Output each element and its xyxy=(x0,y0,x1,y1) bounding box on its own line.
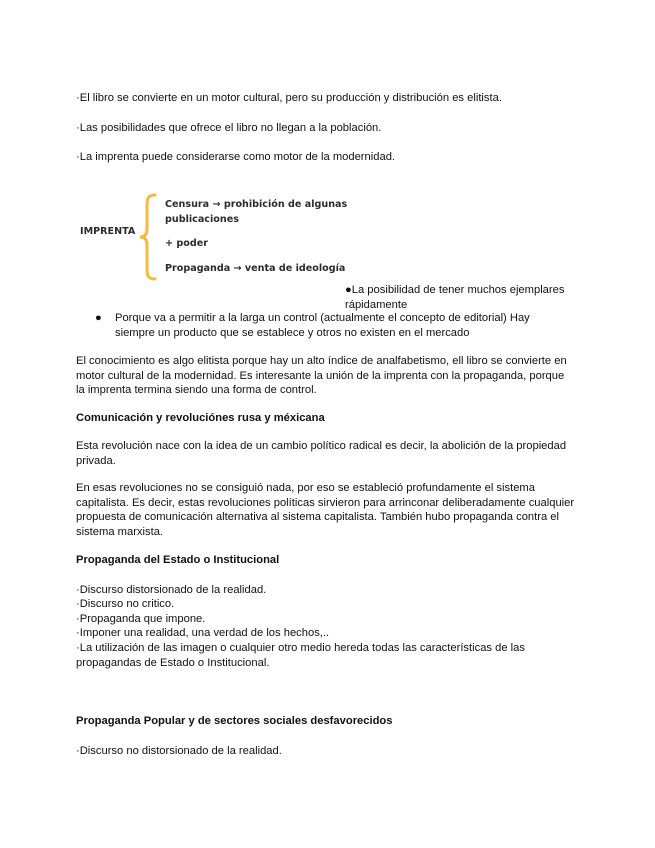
section-heading-revoluciones: Comunicación y revoluciónes rusa y méxicana xyxy=(76,412,325,424)
bullet-text: Porque va a permitir a la larga un control (actualmente el concepto de editorial) Hay siempre un producto que se establece y otros no existen en el mercado xyxy=(115,312,530,339)
diagram-item-censura: Censura → prohibición de algunas xyxy=(165,199,348,210)
diagram-item-censura-cont: publicaciones xyxy=(165,214,239,225)
list-item: ·La utilización de las imagen o cualquier otro medio hereda todas las características de las propagandas de Estado o Institucional. xyxy=(76,642,525,669)
diagram-root-label: IMPRENTA xyxy=(80,226,136,237)
section-heading-popular: Propaganda Popular y de sectores sociales desfavorecidos xyxy=(76,715,393,727)
section1-paragraph-1: Esta revolución nace con la idea de un cambio político radical es decir, la abolición de la propiedad privada. xyxy=(76,440,567,467)
section3-item-1: ·Discurso no distorsionado de la realidad. xyxy=(76,745,282,757)
imprenta-diagram xyxy=(78,191,358,283)
diagram-item-poder: + poder xyxy=(165,238,208,249)
diagram-item-propaganda: Propaganda → venta de ideología xyxy=(165,263,346,274)
intro-line-1: ·El libro se convierte en un motor cultural, pero su producción y distribución es elitista. xyxy=(76,92,502,104)
list-item: ·Imponer una realidad, una verdad de los hechos,.. xyxy=(76,627,330,639)
section1-paragraph-2: En esas revoluciones no se consiguió nada, por eso se estableció profundamente el sistema capitalista. Es decir, estas revoluciones políticas sirvieron para arrinconar deliberadamente cualquier propuesta de comunicación alternativa al sistema capitalista. También hubo propaganda contra el sistema marxista. xyxy=(76,482,575,538)
intro-line-3: ·La imprenta puede considerarse como motor de la modernidad. xyxy=(76,151,396,163)
knowledge-paragraph: El conocimiento es algo elitista porque hay un alto índice de analfabetismo, ell libro se convierte en motor cultural de la modernidad. Es interesante la unión de la imprenta con la propaganda, porque la imprenta termina siendo una forma de control. xyxy=(76,355,567,397)
list-item: ·Discurso no critico. xyxy=(76,598,175,610)
intro-line-2: ·Las posibilidades que ofrece el libro no llegan a la población. xyxy=(76,122,382,134)
bullet-dot-icon: ● xyxy=(95,312,102,324)
curly-brace-icon xyxy=(138,193,158,281)
list-item: ·Discurso distorsionado de la realidad. xyxy=(76,584,267,596)
right-note: ●La posibilidad de tener muchos ejemplares rápidamente xyxy=(345,284,565,311)
section-heading-estado: Propaganda del Estado o Institucional xyxy=(76,554,280,566)
list-item: ·Propaganda que impone. xyxy=(76,613,206,625)
